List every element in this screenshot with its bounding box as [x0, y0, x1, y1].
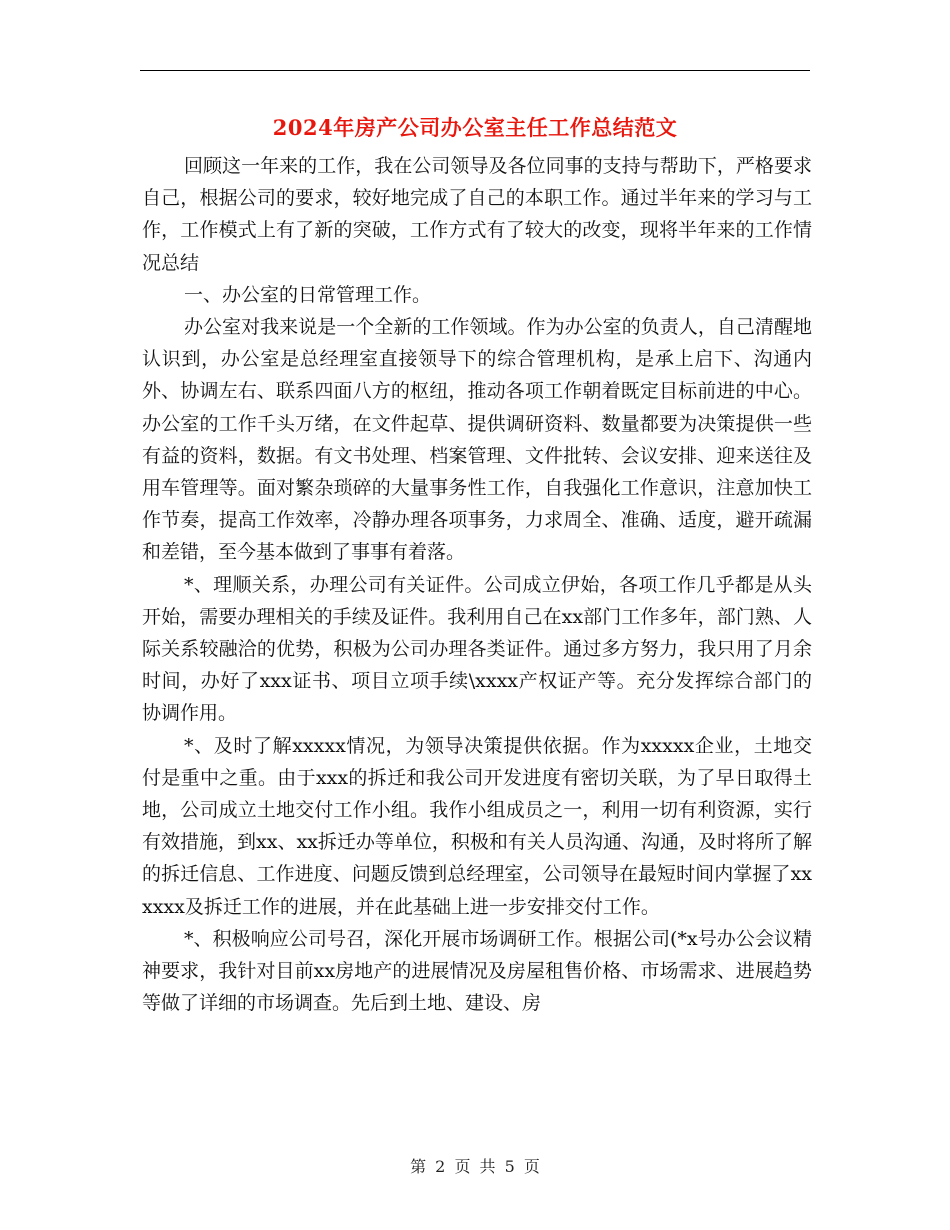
paragraph-office-role: 办公室对我来说是一个全新的工作领域。作为办公室的负责人，自己清醒地认识到，办公室是总经理室直接领导下的综合管理机构，是承上启下、沟通内外、协调左右、联系四面八方的枢纽，推动各项工作朝着既定目标前进的中心。办公室的工作千头万绪，在文件起草、提供调研资料、数量都要为决策提供一些有益的资料，数据。有文书处理、档案管理、文件批转、会议安排、迎来送往及用车管理等。面对繁杂琐碎的大量事务性工作，自我强化工作意识，注意加快工作节奏，提高工作效率，冷静办理各项事务，力求周全、准确、适度，避开疏漏和差错，至今基本做到了事事有着落。 [142, 316, 812, 564]
paragraph-certificates: *、理顺关系，办理公司有关证件。公司成立伊始，各项工作几乎都是从头开始，需要办理相关的手续及证件。我利用自己在xx部门工作多年，部门熟、人际关系较融洽的优势，积极为公司办理各类证件。通过多方努力，我只用了月余时间，办好了xxx证书、项目立项手续\xxxx产权证产等。充分发挥综合部门的协调作用。 [142, 573, 812, 725]
page-number: 第 2 页 共 5 页 [410, 1157, 540, 1176]
document-title: 2024年房产公司办公室主任工作总结范文 [272, 115, 678, 140]
paragraph-market-research: *、积极响应公司号召，深化开展市场调研工作。根据公司(*x号办公会议精神要求，我针对目前xx房地产的进展情况及房屋租售价格、市场需求、进展趋势等做了详细的市场调查。先后到土地、建设、房 [142, 927, 812, 1015]
paragraph-land-delivery: *、及时了解xxxxx情况，为领导决策提供依据。作为xxxxx企业，土地交付是重中之重。由于xxx的拆迁和我公司开发进度有密切关联，为了早日取得土地，公司成立土地交付工作小组。我作小组成员之一，利用一切有利资源，实行有效措施，到xx、xx拆迁办等单位，积极和有关人员沟通、沟通，及时将所了解的拆迁信息、工作进度、问题反馈到总经理室，公司领导在最短时间内掌握了xxxxxx及拆迁工作的进展，并在此基础上进一步安排交付工作。 [142, 734, 812, 918]
document-body [142, 150, 812, 1019]
paragraph-intro: 回顾这一年来的工作，我在公司领导及各位同事的支持与帮助下，严格要求自己，根据公司的要求，较好地完成了自己的本职工作。通过半年来的学习与工作，工作模式上有了新的突破，工作方式有了较大的改变，现将半年来的工作情况总结 [142, 155, 812, 274]
header-rule [140, 70, 810, 71]
section-heading-daily-management: 一、办公室的日常管理工作。 [184, 283, 432, 306]
